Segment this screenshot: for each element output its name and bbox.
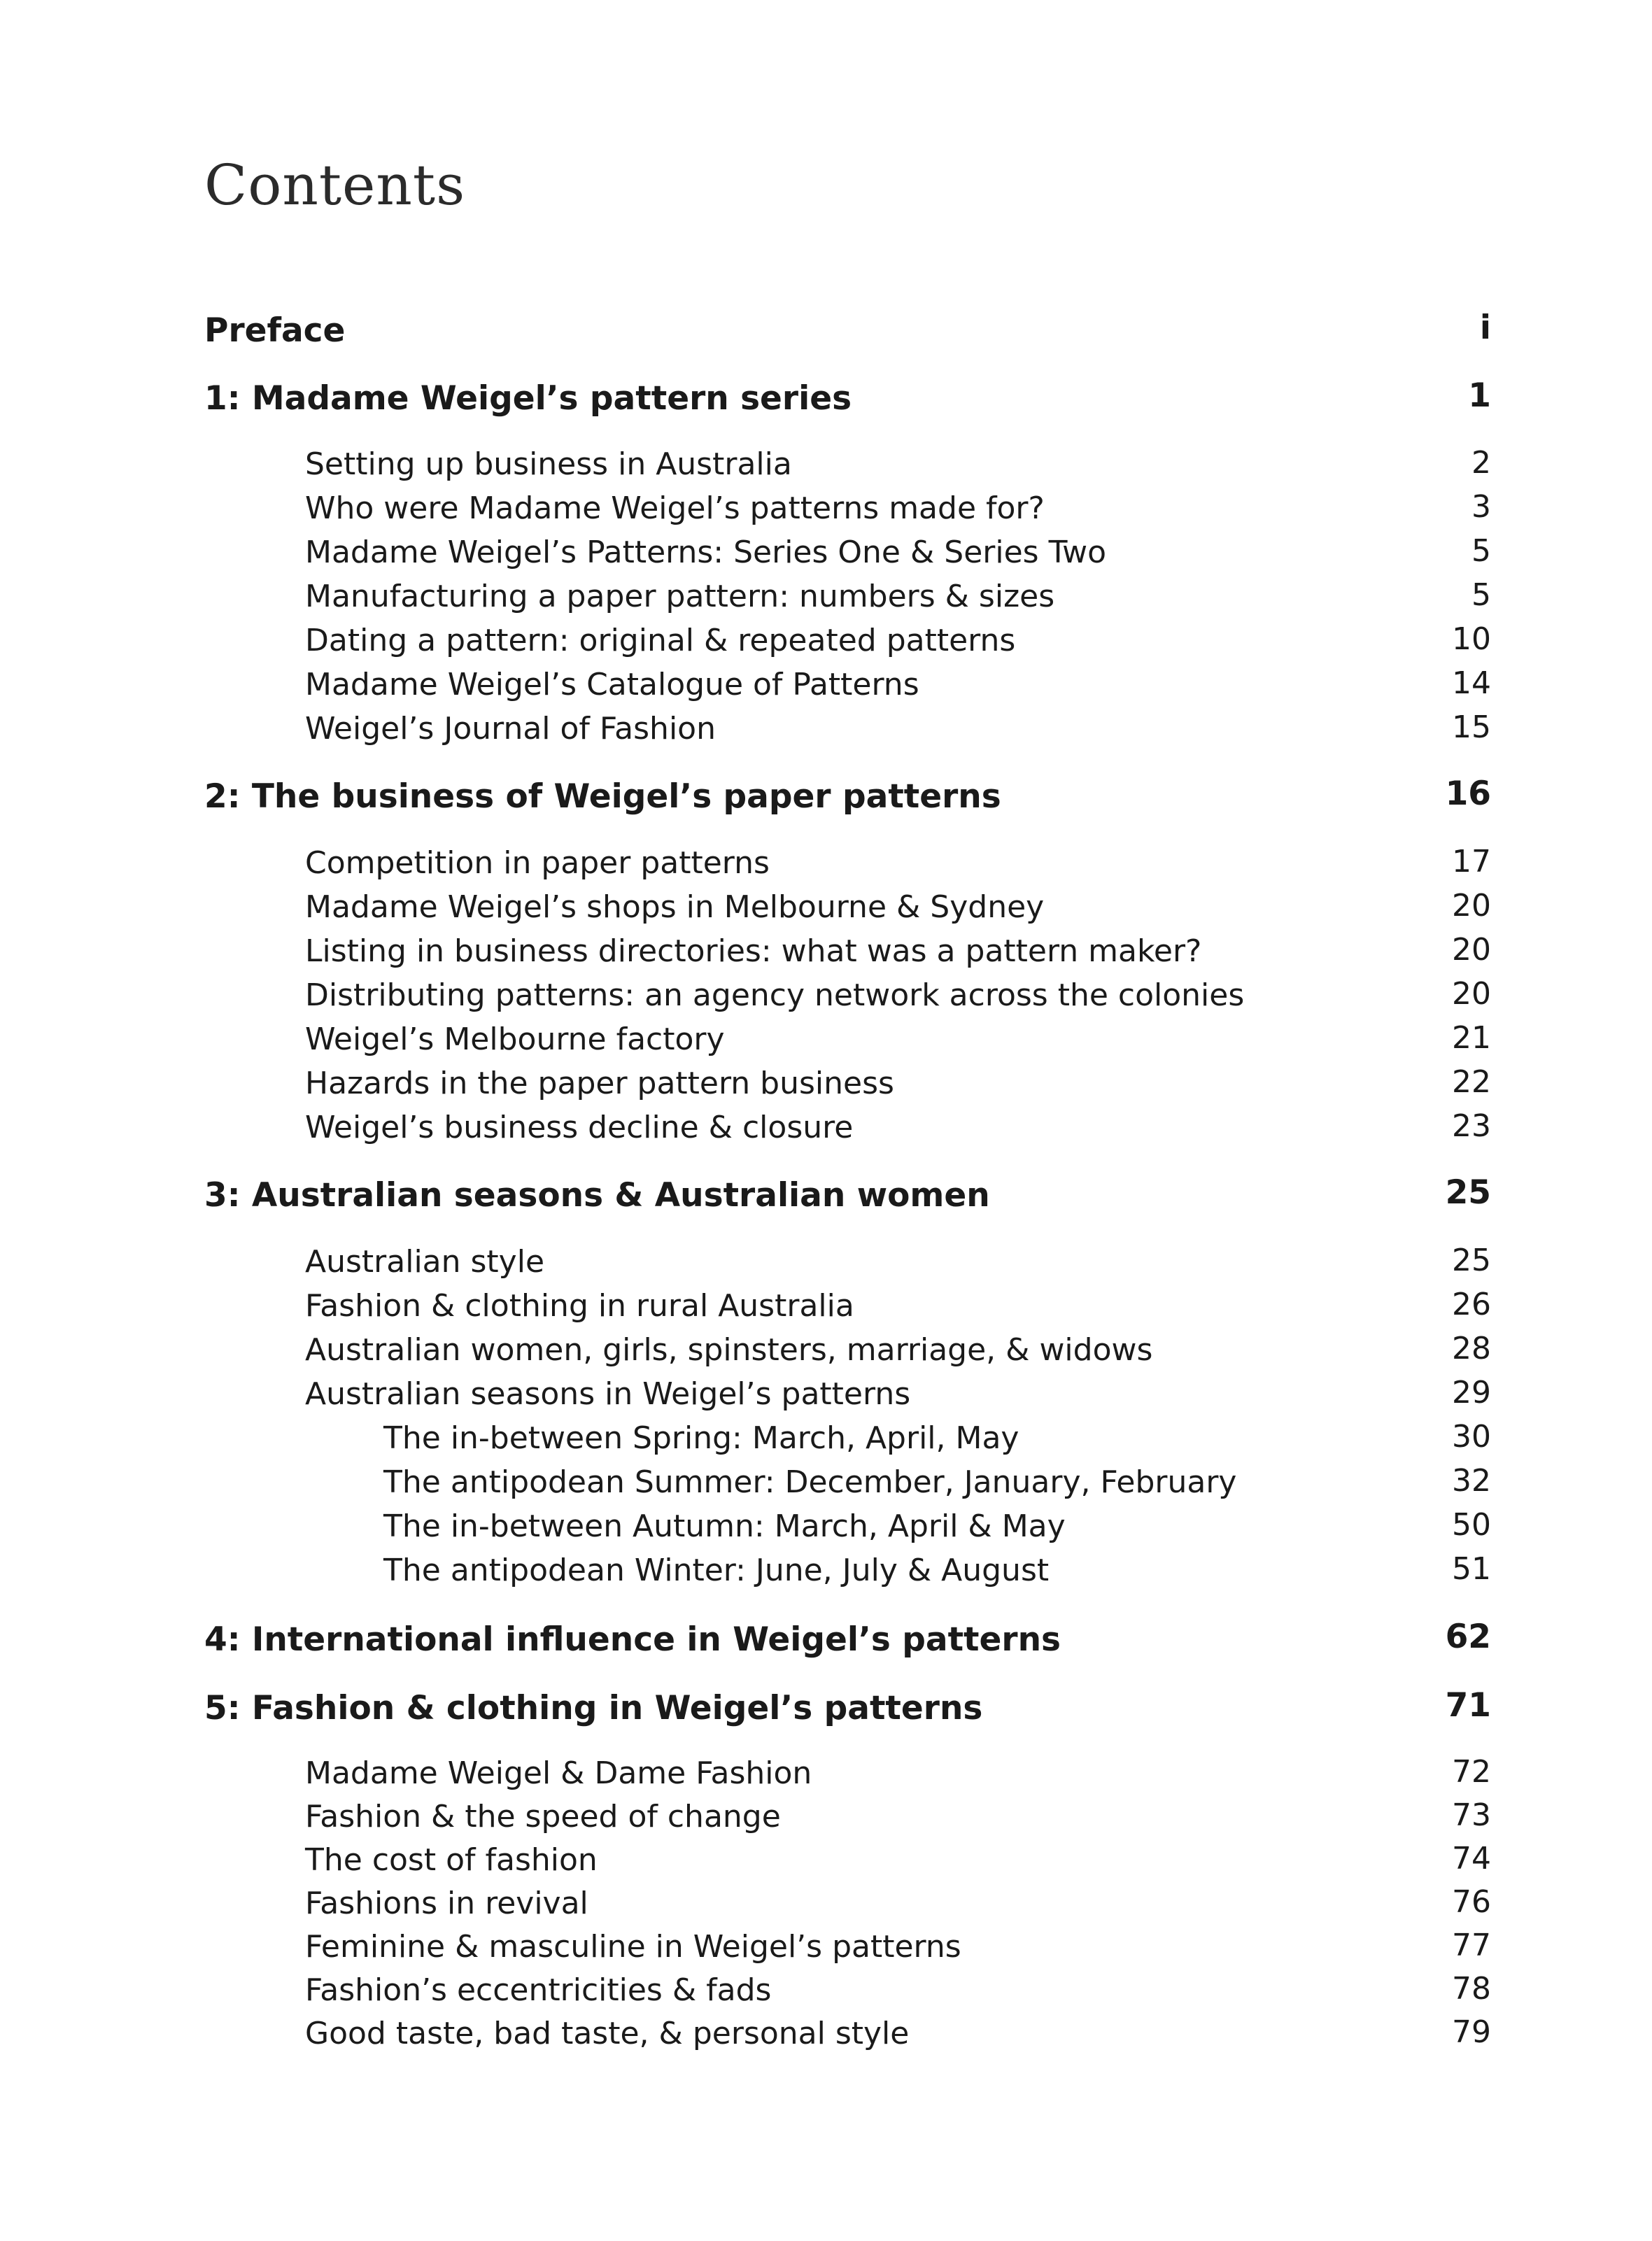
- toc-section-entry: [0, 1237, 1652, 1279]
- toc-entry-title: 2: The business of Weigel’s paper patterns: [204, 777, 1001, 816]
- toc-chapter-entry: [0, 1169, 1652, 1215]
- toc-entry-title: The antipodean Winter: June, July & August: [383, 1553, 1050, 1588]
- toc-entry-page-number: 25: [1452, 1243, 1491, 1278]
- toc-entry-title: 3: Australian seasons & Australian women: [204, 1176, 990, 1215]
- toc-section-entry: [0, 1457, 1652, 1499]
- toc-entry-page-number: 1: [1468, 376, 1491, 415]
- toc-section-entry: [0, 1015, 1652, 1056]
- toc-entry-page-number: 5: [1471, 577, 1491, 613]
- toc-entry-title: Fashion’s eccentricities & fads: [305, 1972, 772, 2008]
- toc-section-entry: [0, 528, 1652, 570]
- toc-chapter-entry: [0, 372, 1652, 418]
- toc-section-entry: [0, 1965, 1652, 2007]
- toc-section-entry: [0, 483, 1652, 525]
- toc-section-entry: [0, 1059, 1652, 1101]
- toc-entry-title: Weigel’s business decline & closure: [305, 1110, 854, 1145]
- toc-entry-title: Fashions in revival: [305, 1886, 588, 1921]
- toc-entry-page-number: 28: [1452, 1331, 1491, 1366]
- toc-section-entry: [0, 882, 1652, 924]
- toc-entry-page-number: 76: [1452, 1884, 1491, 1920]
- toc-entry-title: Madame Weigel & Dame Fashion: [305, 1755, 812, 1791]
- toc-chapter-entry: [0, 770, 1652, 816]
- toc-entry-page-number: 20: [1452, 932, 1491, 968]
- toc-entry-page-number: 72: [1452, 1754, 1491, 1790]
- toc-entry-page-number: 62: [1445, 1618, 1491, 1656]
- toc-section-entry: [0, 1792, 1652, 1834]
- toc-entry-title: Who were Madame Weigel’s patterns made for?: [305, 490, 1045, 526]
- toc-section-entry: [0, 616, 1652, 658]
- toc-entry-title: Australian women, girls, spinsters, marriage, & widows: [305, 1332, 1153, 1368]
- toc-entry-page-number: 30: [1452, 1419, 1491, 1455]
- toc-entry-title: 5: Fashion & clothing in Weigel’s patterns: [204, 1689, 983, 1727]
- toc-entry-title: The in-between Autumn: March, April & May: [383, 1508, 1066, 1544]
- toc-entry-title: Australian seasons in Weigel’s patterns: [305, 1376, 911, 1412]
- toc-entry-page-number: 20: [1452, 976, 1491, 1012]
- toc-entry-page-number: 3: [1471, 489, 1491, 525]
- toc-entry-title: Listing in business directories: what was a pattern maker?: [305, 933, 1202, 969]
- toc-entry-page-number: 5: [1471, 533, 1491, 569]
- toc-entry-page-number: 16: [1445, 775, 1491, 813]
- toc-entry-title: Feminine & masculine in Weigel’s patterns: [305, 1929, 961, 1965]
- toc-chapter-entry: [0, 1613, 1652, 1659]
- toc-chapter-entry: [0, 1682, 1652, 1727]
- toc-entry-title: Preface: [204, 311, 346, 350]
- toc-entry-title: 4: International influence in Weigel’s patterns: [204, 1620, 1061, 1659]
- toc-entry-title: Fashion & clothing in rural Australia: [305, 1288, 854, 1324]
- toc-entry-title: The cost of fashion: [305, 1842, 598, 1878]
- toc-entry-title: 1: Madame Weigel’s pattern series: [204, 379, 852, 418]
- toc-section-entry: [0, 838, 1652, 880]
- toc-section-entry: [0, 1413, 1652, 1455]
- toc-section-entry: [0, 1325, 1652, 1367]
- toc-entry-page-number: 77: [1452, 1928, 1491, 1963]
- toc-section-entry: [0, 704, 1652, 746]
- toc-entry-title: Madame Weigel’s Catalogue of Patterns: [305, 667, 919, 702]
- toc-entry-page-number: 10: [1452, 621, 1491, 657]
- toc-section-entry: [0, 1103, 1652, 1145]
- toc-section-entry: [0, 970, 1652, 1012]
- toc-section-entry: [0, 572, 1652, 614]
- toc-entry-page-number: 51: [1452, 1551, 1491, 1587]
- toc-section-entry: [0, 2009, 1652, 2051]
- toc-entry-page-number: 73: [1452, 1797, 1491, 1833]
- toc-entry-page-number: 32: [1452, 1463, 1491, 1499]
- toc-entry-title: Good taste, bad taste, & personal style: [305, 2016, 910, 2051]
- toc-section-entry: [0, 926, 1652, 968]
- toc-entry-title: Madame Weigel’s shops in Melbourne & Sydney: [305, 889, 1045, 925]
- toc-entry-page-number: 26: [1452, 1287, 1491, 1322]
- toc-entry-title: Hazards in the paper pattern business: [305, 1066, 894, 1101]
- toc-entry-page-number: 23: [1452, 1108, 1491, 1144]
- toc-entry-page-number: 22: [1452, 1064, 1491, 1100]
- toc-section-entry: [0, 439, 1652, 481]
- toc-entry-title: Competition in paper patterns: [305, 845, 770, 881]
- toc-entry-title: The antipodean Summer: December, January, February: [383, 1464, 1237, 1500]
- toc-section-entry: [0, 1369, 1652, 1411]
- toc-section-entry: [0, 1835, 1652, 1877]
- toc-section-entry: [0, 1748, 1652, 1790]
- toc-entry-title: Distributing patterns: an agency network across the colonies: [305, 977, 1245, 1013]
- toc-entry-title: Weigel’s Melbourne factory: [305, 1021, 725, 1057]
- toc-entry-page-number: 79: [1452, 2014, 1491, 2050]
- toc-entry-page-number: 78: [1452, 1971, 1491, 2007]
- toc-entry-page-number: 2: [1471, 445, 1491, 481]
- page-title: Contents: [204, 153, 466, 218]
- toc-entry-title: Setting up business in Australia: [305, 446, 792, 482]
- toc-entry-title: Weigel’s Journal of Fashion: [305, 711, 716, 747]
- toc-entry-page-number: 50: [1452, 1507, 1491, 1543]
- toc-chapter-entry: [0, 304, 1652, 350]
- toc-entry-title: Manufacturing a paper pattern: numbers & sizes: [305, 579, 1055, 614]
- toc-entry-page-number: 29: [1452, 1375, 1491, 1411]
- toc-entry-title: Australian style: [305, 1244, 545, 1280]
- toc-entry-page-number: i: [1479, 309, 1491, 347]
- toc-entry-page-number: 74: [1452, 1841, 1491, 1876]
- toc-entry-page-number: 25: [1445, 1173, 1491, 1212]
- toc-entry-page-number: 15: [1452, 709, 1491, 745]
- toc-section-entry: [0, 1281, 1652, 1323]
- toc-section-entry: [0, 1879, 1652, 1921]
- toc-section-entry: [0, 1546, 1652, 1588]
- toc-entry-page-number: 71: [1445, 1686, 1491, 1725]
- toc-entry-title: Fashion & the speed of change: [305, 1799, 781, 1834]
- toc-entry-page-number: 21: [1452, 1020, 1491, 1056]
- toc-entry-title: Madame Weigel’s Patterns: Series One & Series Two: [305, 535, 1107, 570]
- toc-section-entry: [0, 660, 1652, 702]
- toc-entry-title: Dating a pattern: original & repeated patterns: [305, 623, 1016, 658]
- toc-section-entry: [0, 1501, 1652, 1543]
- toc-entry-title: The in-between Spring: March, April, May: [383, 1420, 1019, 1456]
- toc-entry-page-number: 14: [1452, 665, 1491, 701]
- toc-entry-page-number: 20: [1452, 888, 1491, 924]
- toc-entry-page-number: 17: [1452, 844, 1491, 879]
- toc-section-entry: [0, 1922, 1652, 1964]
